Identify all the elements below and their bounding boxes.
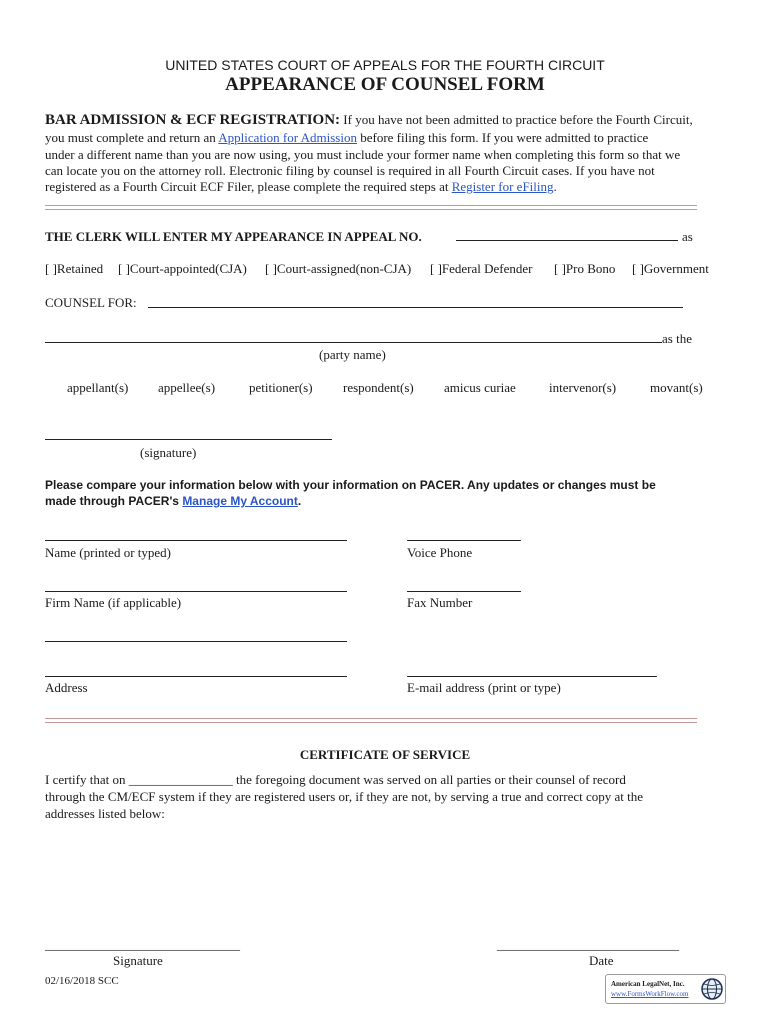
- retained-checkbox[interactable]: [ ]Retained: [45, 261, 104, 276]
- email-label: E-mail address (print or type): [407, 680, 561, 695]
- name-label: Name (printed or typed): [45, 545, 171, 560]
- counsel-for-label: COUNSEL FOR:: [45, 295, 137, 310]
- application-for-admission-link[interactable]: Application for Admission: [218, 130, 357, 145]
- voice-phone-label: Voice Phone: [407, 545, 473, 560]
- bar-admission-line-1: [45, 111, 693, 129]
- service-date-field[interactable]: ________________: [128, 772, 233, 787]
- firm-name-field[interactable]: [45, 577, 347, 592]
- bar-admission-text: registered as a Fourth Circuit ECF Filer, please complete the required steps at: [45, 179, 452, 194]
- party-name-field[interactable]: [45, 328, 662, 343]
- court-name: UNITED STATES COURT OF APPEALS FOR THE FOURTH CIRCUIT: [165, 57, 605, 73]
- certificate-line-2: through the CM/ECF system if they are registered users or, if they are not, by serving a true and correct copy at the: [45, 789, 644, 804]
- legalnet-url[interactable]: www.FormsWorkFlow.com: [611, 990, 689, 998]
- certificate-line-1: [45, 771, 626, 788]
- certificate-text: I certify that on: [45, 772, 129, 787]
- petitioner-option[interactable]: petitioner(s): [249, 380, 313, 395]
- pacer-notice-text: made through PACER's: [45, 494, 183, 508]
- pacer-notice-text: .: [297, 494, 302, 508]
- name-field[interactable]: [45, 526, 347, 541]
- court-appointed-cja-checkbox[interactable]: [ ]Court-appointed(CJA): [118, 261, 247, 276]
- government-checkbox[interactable]: [ ]Government: [632, 261, 709, 276]
- section-divider: [45, 718, 697, 723]
- bar-admission-line-4: can locate you on the attorney roll. Electronic filing by counsel is required in all Fourth Circuit cases. If you have not: [45, 163, 655, 178]
- as-the-label: as the: [662, 331, 692, 346]
- certificate-signature-label: Signature: [113, 953, 163, 968]
- bar-admission-heading: BAR ADMISSION & ECF REGISTRATION:: [45, 112, 341, 128]
- address-line-2-field[interactable]: [45, 662, 347, 677]
- movant-option[interactable]: movant(s): [650, 380, 703, 395]
- bar-admission-text: If you have not been admitted to practice before the Fourth Circuit,: [340, 112, 693, 127]
- register-for-efiling-link[interactable]: Register for eFiling: [451, 179, 554, 194]
- appellant-option[interactable]: appellant(s): [67, 380, 129, 395]
- address-line-1-field[interactable]: [45, 627, 347, 642]
- pacer-notice-line-2: [45, 493, 301, 509]
- pro-bono-checkbox[interactable]: [ ]Pro Bono: [554, 261, 616, 276]
- counsel-for-field[interactable]: [148, 293, 683, 308]
- fax-number-label: Fax Number: [407, 595, 473, 610]
- certificate-date-label: Date: [589, 953, 614, 968]
- form-revision-code: 02/16/2018 SCC: [45, 975, 119, 987]
- respondent-option[interactable]: respondent(s): [343, 380, 414, 395]
- certificate-date-field[interactable]: ____________________________: [497, 937, 679, 952]
- email-field[interactable]: [407, 662, 657, 677]
- intervenor-option[interactable]: intervenor(s): [549, 380, 617, 395]
- bar-admission-text: you must complete and return an: [45, 130, 219, 145]
- bar-admission-text: before filing this form. If you were admitted to practice: [356, 130, 649, 145]
- certificate-line-3: addresses listed below:: [45, 806, 165, 821]
- pacer-notice-line-1: Please compare your information below with your information on PACER. Any updates or changes must be: [45, 478, 656, 492]
- address-label: Address: [45, 680, 88, 695]
- bar-admission-line-5: [45, 178, 557, 195]
- certificate-text: the foregoing document was served on all parties or their counsel of record: [232, 772, 626, 787]
- legalnet-company: American LegalNet, Inc.: [611, 980, 685, 988]
- legalnet-globe-icon: [701, 978, 723, 1000]
- bar-admission-line-3: under a different name than you are now using, you must include your former name when completing this form so that we: [45, 147, 681, 162]
- certificate-title: CERTIFICATE OF SERVICE: [299, 747, 471, 762]
- bar-admission-text: .: [553, 179, 557, 194]
- legalnet-badge: [605, 974, 726, 1004]
- amicus-curiae-option[interactable]: amicus curiae: [444, 380, 516, 395]
- court-assigned-non-cja-checkbox[interactable]: [ ]Court-assigned(non-CJA): [265, 261, 412, 276]
- signature-caption: (signature): [140, 445, 197, 460]
- certificate-signature-field[interactable]: ______________________________: [45, 937, 240, 952]
- signature-field[interactable]: [45, 425, 332, 440]
- appeal-number-label: THE CLERK WILL ENTER MY APPEARANCE IN APPEAL NO.: [45, 229, 422, 244]
- federal-defender-checkbox[interactable]: [ ]Federal Defender: [430, 261, 533, 276]
- voice-phone-field[interactable]: [407, 526, 521, 541]
- party-name-caption: (party name): [319, 347, 386, 362]
- manage-my-account-link[interactable]: Manage My Account: [182, 494, 298, 508]
- form-title: APPEARANCE OF COUNSEL FORM: [225, 74, 545, 95]
- appeal-as-label: as: [682, 229, 693, 244]
- firm-name-label: Firm Name (if applicable): [45, 595, 182, 610]
- appeal-number-field[interactable]: [456, 226, 678, 241]
- section-divider: [45, 205, 697, 210]
- fax-number-field[interactable]: [407, 577, 521, 592]
- bar-admission-line-2: [45, 129, 648, 146]
- appellee-option[interactable]: appellee(s): [158, 380, 216, 395]
